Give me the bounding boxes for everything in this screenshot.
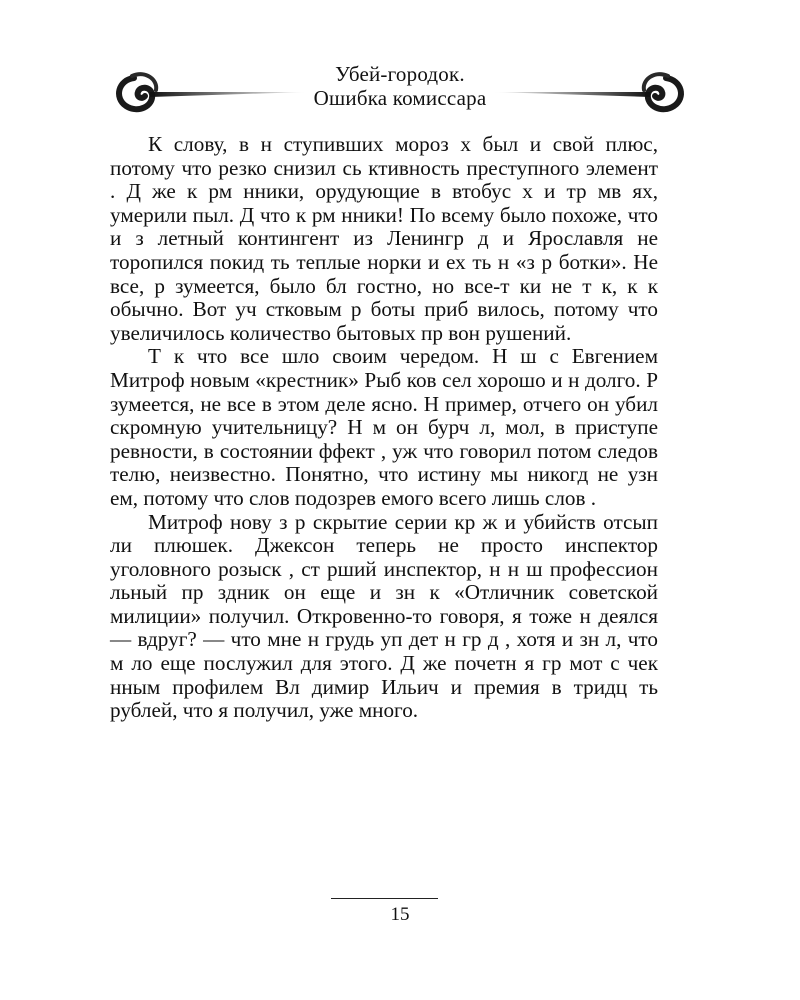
paragraph-1: К слову, в н ступивших мороз х был и свой плюс, потому что резко снизил сь ктивность преступного элемент . Д же к рм нники, орудующие в втобус х и тр мв ях, умерили пыл. Д что к рм нники! По всему было похоже, что и з летный контингент из Ленингр д и Ярославля не торопился покид ть теплые норки и ех ть н «з р ботки». Не все, р зумеется, было бл гостно, но все-т ки не т к, к к обычно. Вот уч стковым р боты приб вилось, потому что увеличилось количество бытовых пр вон рушений.: [110, 132, 658, 345]
right-swirl-ornament-icon: [488, 66, 688, 122]
paragraph-3: Митроф нову з р скрытие серии кр ж и убийств отсып ли плюшек. Джексон теперь не просто инспектор уголовного розыск , ст рший инспектор, н н ш профессион льный пр здник он еще и зн к «Отличник советской милиции» получил. Откровенно-то говоря, я тоже н деялся — вдруг? — что мне н грудь уп дет н гр д , хотя и зн л, что м ло еще послужил для этого. Д же почетн я гр мот с чек нным профилем Вл димир Ильич и премия в тридц ть рублей, что я получил, уже много.: [110, 509, 658, 723]
header-title-line-2: Ошибка комиссара: [313, 86, 487, 110]
book-page-text: [110, 133, 658, 723]
page-number: 15: [390, 904, 410, 925]
paragraph-2: Т к что все шло своим чередом. Н ш с Евгением Митроф новым «крестник» Рыб ков сел хорошо и н долго. Р зумеется, не все в этом деле ясно. Н пример, отчего он убил скромную учительницу? Н м он бурч л, мол, в приступе ревности, в состоянии ффект , уж что говорил потом следов телю, неизвестно. Понятно, что истину мы никогд не узн ем, потому что слов подозрев емого всего лишь слов .: [110, 344, 658, 510]
left-swirl-ornament-icon: [112, 66, 312, 122]
header-title-line-1: Убей-городок.: [335, 62, 465, 86]
running-header: [0, 62, 800, 132]
footer-rule: [331, 898, 438, 899]
